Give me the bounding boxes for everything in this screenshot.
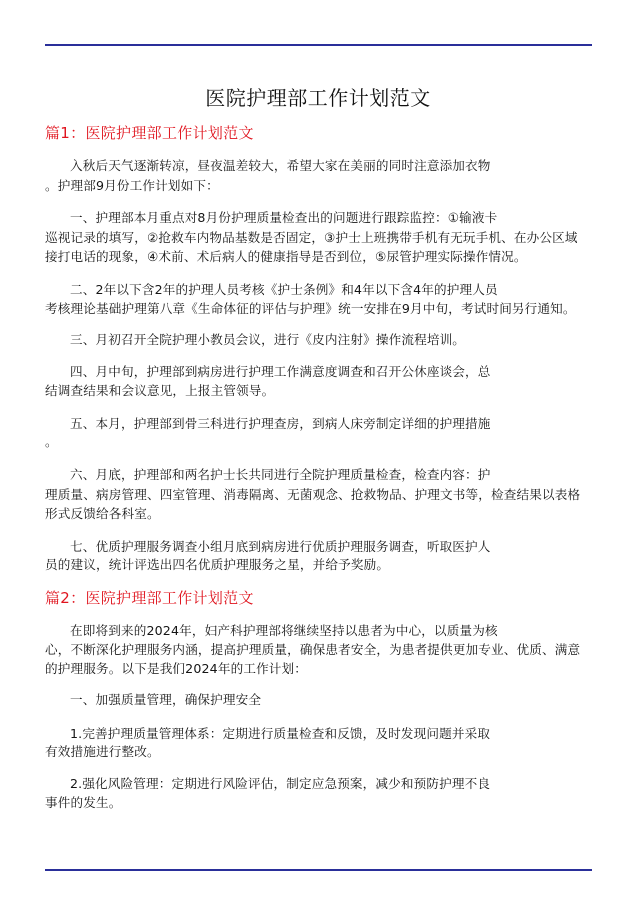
paragraph-line: 考核理论基础护理第八章《生命体征的评估与护理》统一安排在9月中旬，考试时间另行通知。 bbox=[45, 301, 576, 316]
paragraph-line: 。 bbox=[45, 434, 58, 449]
paragraph-line: 1.完善护理质量管理体系：定期进行质量检查和反馈，及时发现问题并采取 bbox=[70, 726, 491, 741]
footer-rule bbox=[45, 869, 592, 871]
paragraph-line: 心，不断深化护理服务内涵，提高护理质量，确保患者安全，为患者提供更加专业、优质、满意 bbox=[45, 642, 581, 657]
document-title: 医院护理部工作计划范文 bbox=[205, 86, 431, 110]
header-rule bbox=[45, 44, 592, 46]
paragraph-line: 入秋后天气逐渐转凉，昼夜温差较大，希望大家在美丽的同时注意添加衣物 bbox=[70, 158, 491, 173]
paragraph-line: 有效措施进行整改。 bbox=[45, 744, 160, 759]
section-1-heading: 篇1：医院护理部工作计划范文 bbox=[45, 124, 254, 142]
paragraph-line: 巡视记录的填写，②抢救车内物品基数是否固定，③护士上班携带手机有无玩手机、在办公区域 bbox=[45, 230, 578, 245]
paragraph-line: 接打电话的现象，④术前、术后病人的健康指导是否到位，⑤尿管护理实际操作情况。 bbox=[45, 249, 527, 264]
paragraph-line: 。护理部9月份工作计划如下： bbox=[45, 178, 219, 193]
paragraph-line: 形式反馈给各科室。 bbox=[45, 506, 160, 521]
paragraph-line: 二、2年以下含2年的护理人员考核《护士条例》和4年以下含4年的护理人员 bbox=[70, 282, 498, 297]
paragraph-line: 一、护理部本月重点对8月份护理质量检查出的问题进行跟踪监控：①输液卡 bbox=[70, 210, 498, 225]
paragraph-line: 2.强化风险管理：定期进行风险评估，制定应急预案，减少和预防护理不良 bbox=[70, 776, 491, 791]
paragraph-line: 的护理服务。以下是我们2024年的工作计划： bbox=[45, 661, 308, 676]
paragraph-line: 六、月底，护理部和两名护士长共同进行全院护理质量检查，检查内容：护 bbox=[70, 467, 491, 482]
paragraph-line: 结调查结果和会议意见，上报主管领导。 bbox=[45, 383, 275, 398]
paragraph-line: 员的建议，统计评选出四名优质护理服务之星，并给予奖励。 bbox=[45, 557, 390, 572]
paragraph-line: 理质量、病房管理、四室管理、消毒隔离、无菌观念、抢救物品、护理文书等，检查结果以表格 bbox=[45, 487, 581, 502]
section-2-heading: 篇2：医院护理部工作计划范文 bbox=[45, 589, 254, 607]
paragraph-line: 三、月初召开全院护理小教员会议，进行《皮内注射》操作流程培训。 bbox=[70, 332, 466, 347]
paragraph-line: 七、优质护理服务调查小组月底到病房进行优质护理服务调查，听取医护人 bbox=[70, 539, 491, 554]
paragraph-line: 事件的发生。 bbox=[45, 795, 122, 810]
paragraph-line: 一、加强质量管理，确保护理安全 bbox=[70, 692, 262, 707]
paragraph-line: 在即将到来的2024年，妇产科护理部将继续坚持以患者为中心，以质量为核 bbox=[70, 623, 498, 638]
paragraph-line: 四、月中旬，护理部到病房进行护理工作满意度调查和召开公休座谈会，总 bbox=[70, 364, 491, 379]
paragraph-line: 五、本月，护理部到骨三科进行护理查房，到病人床旁制定详细的护理措施 bbox=[70, 416, 491, 431]
